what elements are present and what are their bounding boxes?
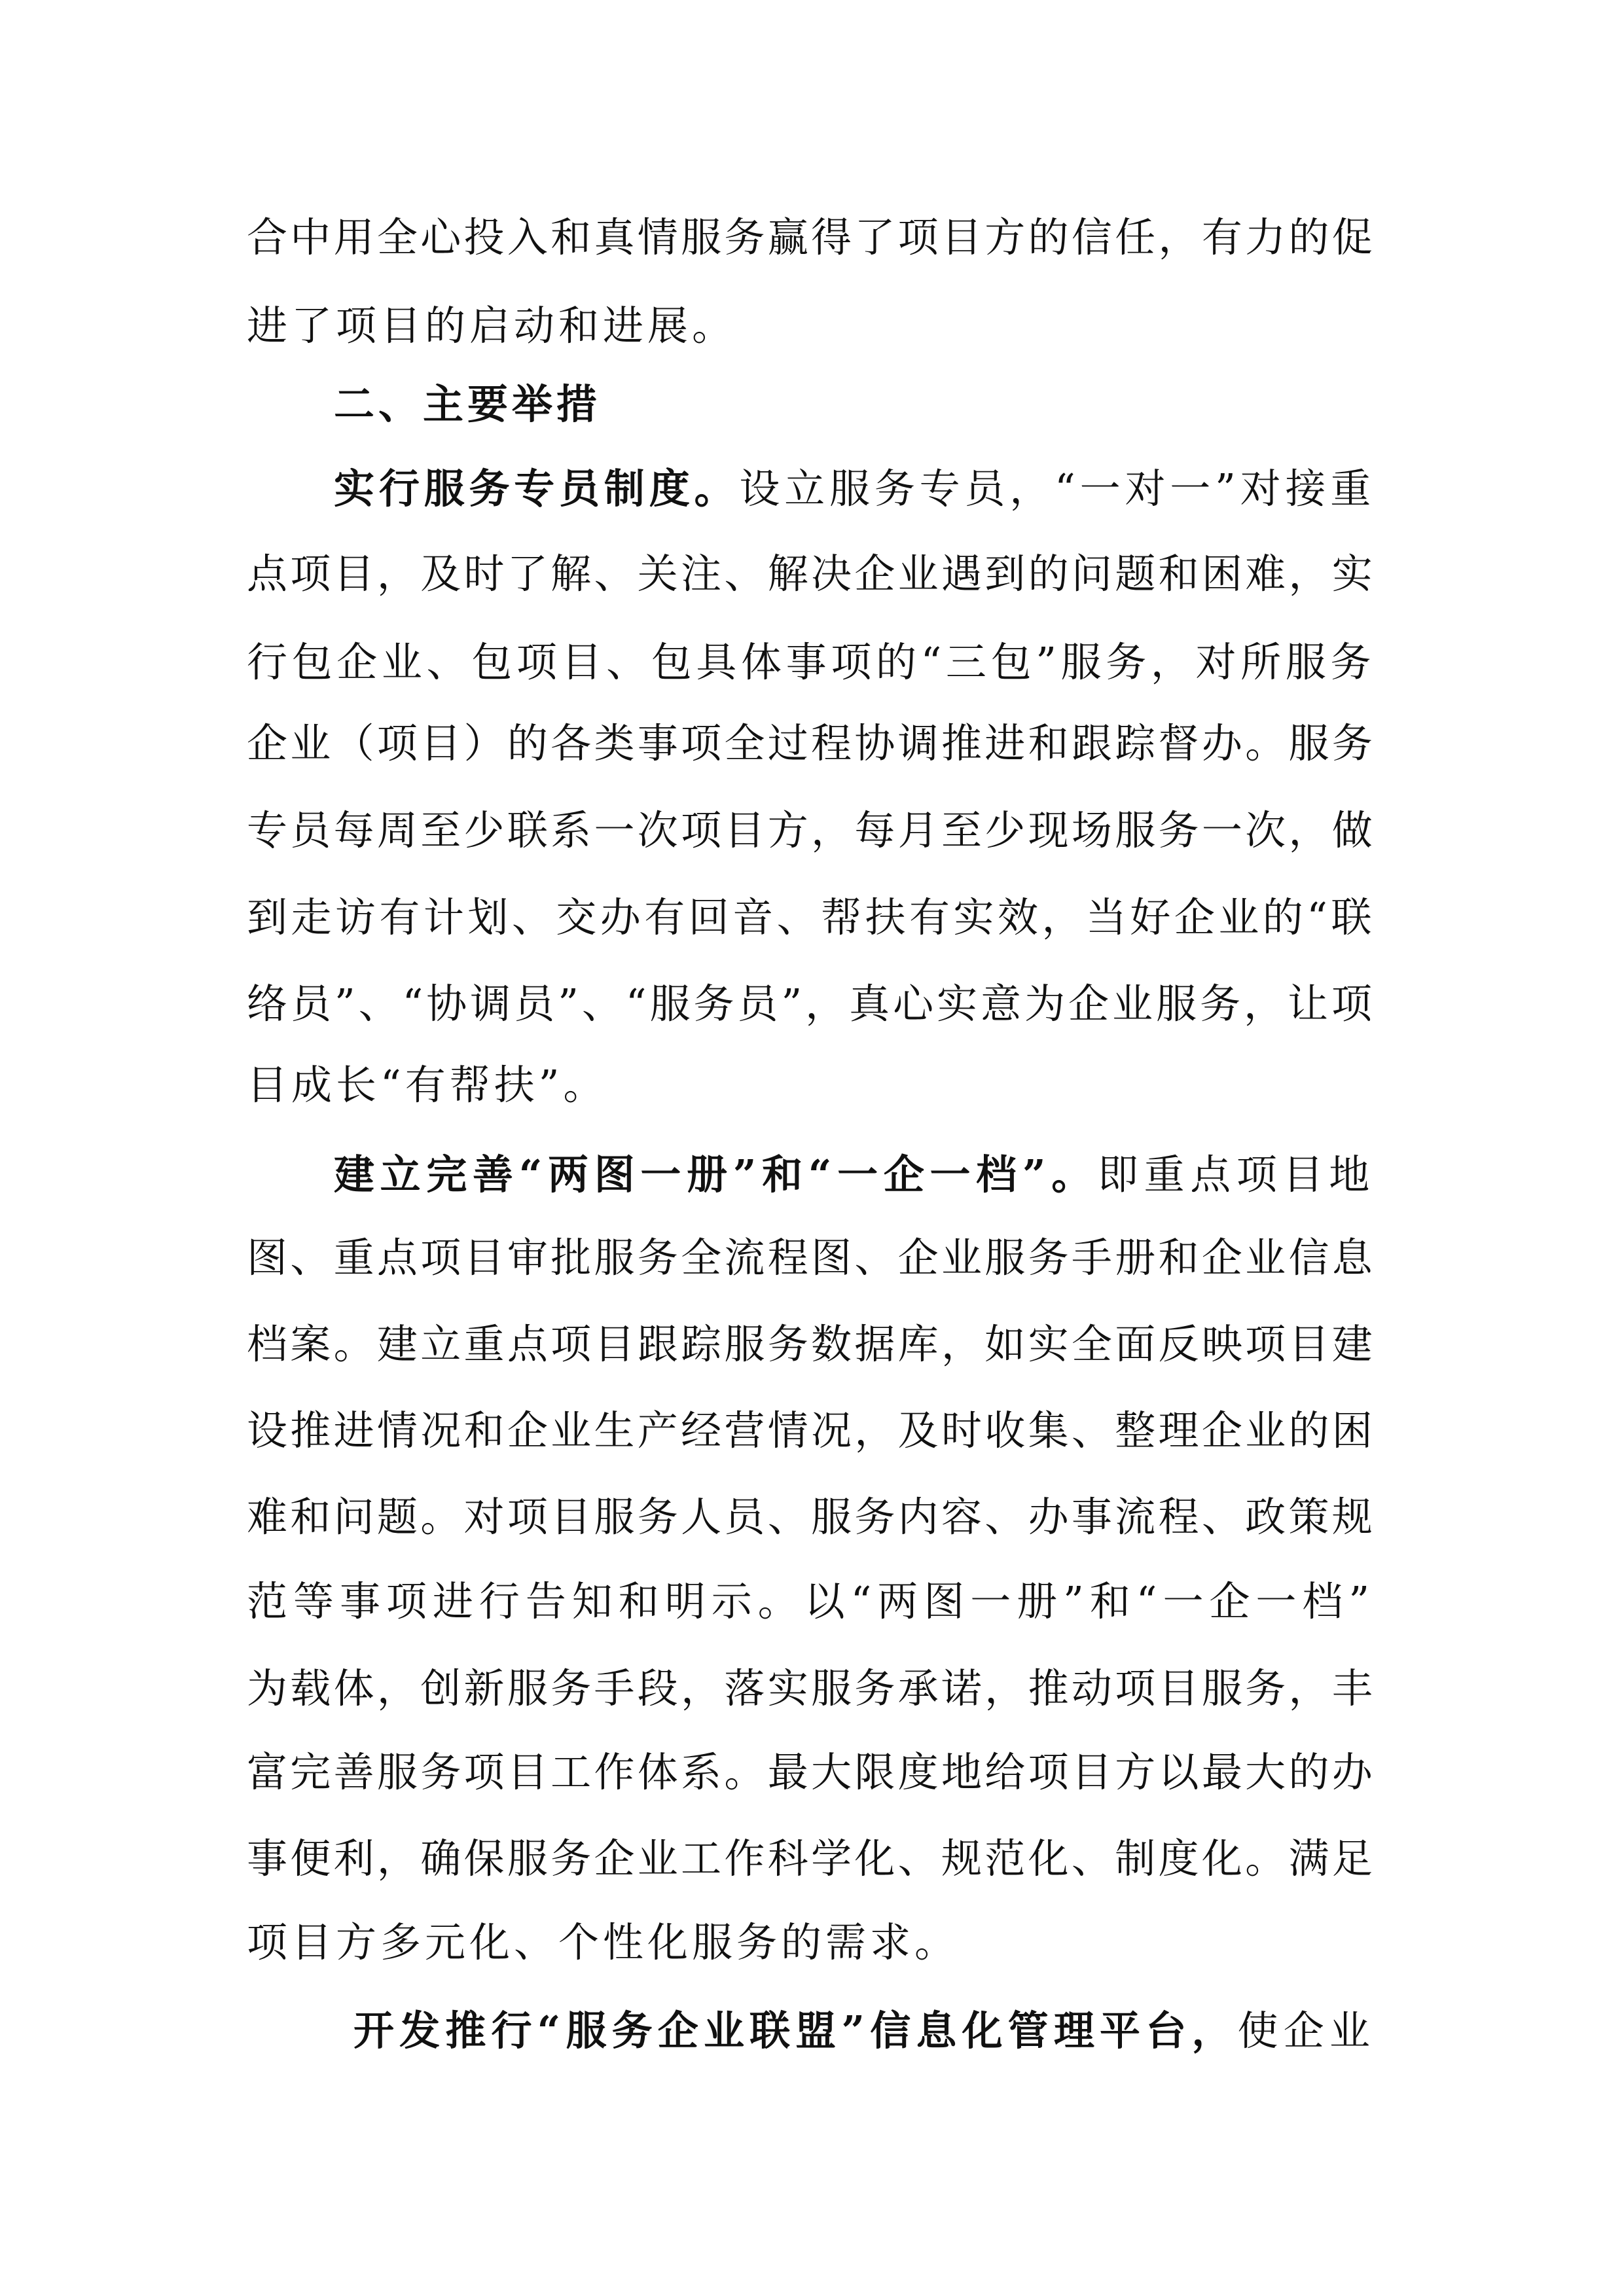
body-text: 为载体，创新服务手段，落实服务承诺，推动项目服务，丰 <box>247 1664 1376 1712</box>
paragraph-line <box>0 1312 1624 1377</box>
paragraph-line <box>0 1569 1624 1634</box>
paragraph-line <box>0 1910 1624 1975</box>
paragraph-line <box>0 1142 1624 1208</box>
paragraph-line <box>0 630 1624 695</box>
paragraph-line <box>0 1656 1624 1721</box>
paragraph-line <box>0 541 1624 607</box>
paragraph-line <box>0 971 1624 1037</box>
body-text: 事便利，确保服务企业工作科学化、规范化、制度化。满足 <box>247 1835 1376 1882</box>
body-text: 范等事项进行告知和明示。以“两图一册”和“一企一档” <box>247 1577 1376 1625</box>
paragraph-line <box>0 1052 1624 1118</box>
body-text: 进了项目的启动和进展。 <box>247 302 737 350</box>
body-text: 难和问题。对项目服务人员、服务内容、办事流程、政策规 <box>247 1493 1376 1541</box>
paragraph-line <box>0 1740 1624 1805</box>
body-text: 企业（项目）的各类事项全过程协调推进和跟踪督办。服务 <box>247 719 1376 767</box>
body-text: 使企业 <box>1237 2007 1376 2054</box>
body-text: 行包企业、包项目、包具体事项的“三包”服务，对所服务 <box>247 638 1376 686</box>
paragraph-line <box>0 885 1624 950</box>
body-text: 档案。建立重点项目跟踪服务数据库，如实全面反映项目建 <box>247 1320 1376 1368</box>
body-text: 到走访有计划、交办有回音、帮扶有实效，当好企业的“联 <box>247 893 1375 941</box>
paragraph-line <box>0 711 1624 776</box>
paragraph-line <box>0 1484 1624 1550</box>
paragraph-line <box>0 456 1624 522</box>
paragraph-line <box>0 293 1624 359</box>
body-text: 设推进情况和企业生产经营情况，及时收集、整理企业的困 <box>247 1407 1376 1454</box>
paragraph-lead-title: 开发推行“服务企业联盟”信息化管理平台， <box>353 2007 1238 2054</box>
body-text: 项目方多元化、个性化服务的需求。 <box>247 1918 960 1966</box>
body-text: 目成长“有帮扶”。 <box>247 1061 608 1109</box>
body-text: 专员每周至少联系一次项目方，每月至少现场服务一次，做 <box>247 806 1376 854</box>
section-heading <box>0 372 1624 437</box>
paragraph-line <box>0 205 1624 270</box>
body-text: 设立服务专员，“一对一”对接重 <box>739 465 1376 512</box>
section-heading-text: 二、主要举措 <box>334 380 602 428</box>
paragraph-line <box>0 1998 1624 2064</box>
body-text: 富完善服务项目工作体系。最大限度地给项目方以最大的办 <box>247 1748 1376 1796</box>
paragraph-lead-title: 建立完善“两图一册”和“一企一档”。 <box>334 1151 1098 1198</box>
body-text: 图、重点项目审批服务全流程图、企业服务手册和企业信息 <box>247 1234 1376 1282</box>
paragraph-line <box>0 1225 1624 1291</box>
paragraph-lead-title: 实行服务专员制度。 <box>334 465 740 512</box>
body-text: 合中用全心投入和真情服务赢得了项目方的信任，有力的促 <box>247 213 1376 261</box>
paragraph-line <box>0 798 1624 863</box>
body-text: 即重点项目地 <box>1097 1151 1375 1198</box>
body-text: 络员”、“协调员”、“服务员”，真心实意为企业服务，让项 <box>247 980 1375 1028</box>
paragraph-line <box>0 1826 1624 1892</box>
body-text: 点项目，及时了解、关注、解决企业遇到的问题和困难，实 <box>247 550 1376 598</box>
paragraph-line <box>0 1398 1624 1463</box>
